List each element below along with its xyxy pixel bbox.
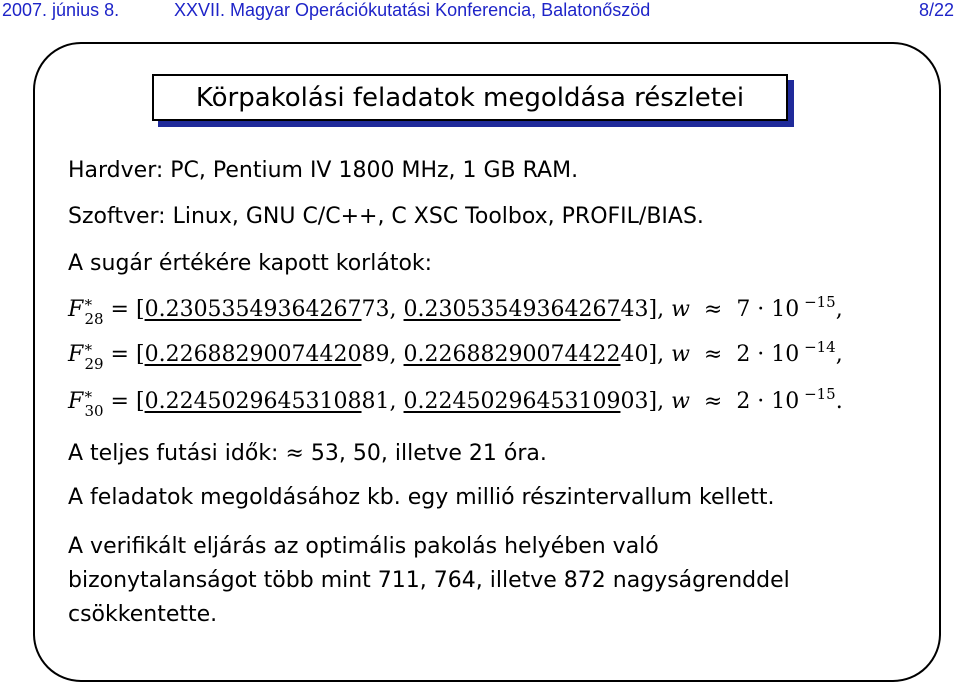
bound-row: $F^∗_{30} = [0.2245029645310881$, 0.2245029645310903], w ≈ 2 · 10 $^{-15}$. (68, 385, 843, 420)
bound-row: $F^∗_{29} = [0.2268829007442089$, 0.2268829007442240], w ≈ 2 · 10 $^{-14}$, (68, 338, 843, 373)
bound-lower-rest: 89 (361, 342, 390, 367)
bound-upper-common: 0.22450296453109 (403, 389, 621, 414)
bound-end: , (835, 342, 843, 367)
verified-line-3: csökkentette. (68, 602, 218, 627)
verified-line-1: A verifikált eljárás az optimális pakolás helyében való (68, 534, 659, 559)
runtime-prefix: A teljes futási idők: (68, 441, 279, 466)
bound-row: $F^∗_{28} = [0.2305354936426773$, 0.2305354936426743], w ≈ 7 · 10 $^{-15}$, (68, 293, 843, 328)
width-exponent: 15 (816, 385, 836, 403)
bound-lower-common: 0.22450296453108 (144, 389, 362, 414)
bound-upper-common: 0.22688290074422 (403, 342, 621, 367)
runtime-line: A teljes futási idők: ≈ 53, 50, illetve 21 óra. (68, 441, 547, 466)
width-mantissa: 2 (736, 389, 751, 414)
bound-upper-rest: 03 (620, 389, 649, 414)
width-exponent: 14 (816, 338, 836, 356)
bound-subscript: 30 (84, 402, 104, 420)
runtime-values: 53, 50, illetve 21 óra. (310, 441, 547, 466)
hardware-line: Hardver: PC, Pentium IV 1800 MHz, 1 GB RAM. (68, 158, 579, 183)
bound-lower-rest: 73 (361, 297, 390, 322)
bound-subscript: 28 (84, 310, 104, 328)
bounds-intro: A sugár értékére kapott korlátok: (68, 251, 433, 276)
subinterval-line: A feladatok megoldásához kb. egy millió részintervallum kellett. (68, 485, 775, 510)
slide-title-text: Körpakolási feladatok megoldása részletei (195, 82, 745, 113)
bound-subscript: 29 (84, 355, 104, 373)
software-line: Szoftver: Linux, GNU C/C++, C XSC Toolbox, PROFIL/BIAS. (68, 204, 704, 229)
bound-end: , (835, 297, 843, 322)
width-mantissa: 7 (736, 297, 751, 322)
slide-title (152, 74, 788, 121)
header-conference: XXVII. Magyar Operációkutatási Konferencia, Balatonőszöd (174, 0, 651, 20)
bound-lower-common: 0.22688290074420 (144, 342, 362, 367)
verified-line-2: bizonytalanságot több mint 711, 764, illetve 872 nagyságrenddel (68, 568, 790, 593)
slide-header (0, 0, 960, 22)
bound-upper-common: 0.23053549364267 (403, 297, 621, 322)
bound-upper-rest: 43 (620, 297, 649, 322)
bound-end: . (835, 389, 843, 414)
width-mantissa: 2 (736, 342, 751, 367)
bound-upper-rest: 40 (620, 342, 649, 367)
header-page-number: 8/22 (918, 0, 954, 20)
width-exponent: 15 (816, 293, 836, 311)
bound-lower-rest: 81 (361, 389, 390, 414)
bound-lower-common: 0.23053549364267 (144, 297, 362, 322)
header-date: 2007. június 8. (2, 0, 120, 20)
